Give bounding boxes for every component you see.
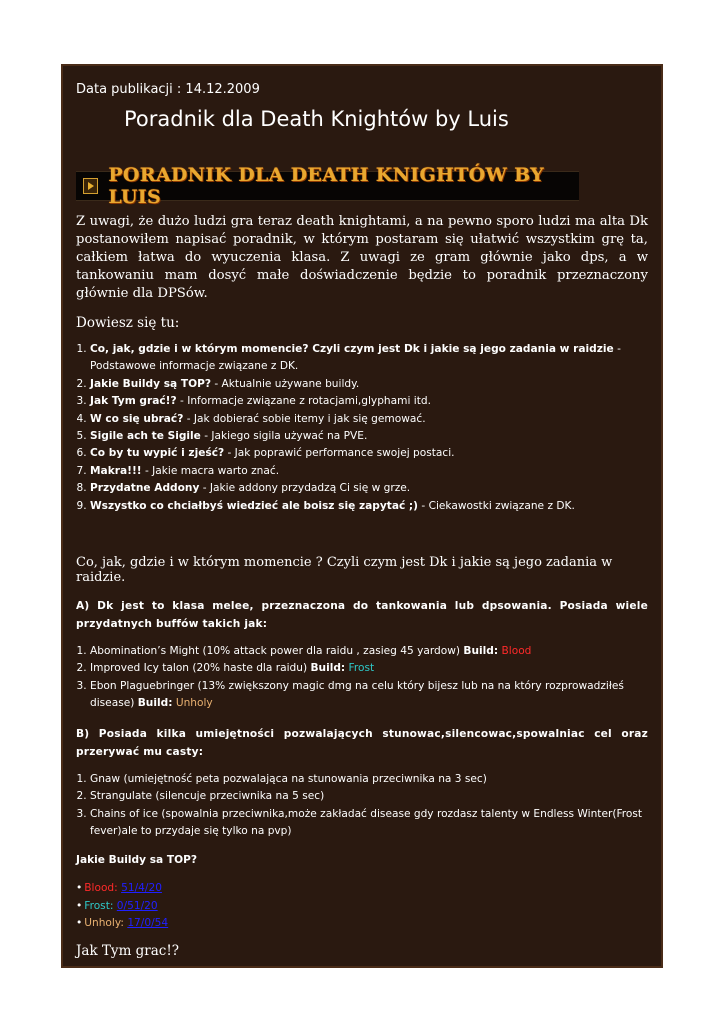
article-panel [61, 64, 663, 968]
toc-item [90, 376, 648, 393]
table-of-contents [76, 341, 648, 515]
build-name: Unholy [175, 697, 213, 710]
buff-item [90, 643, 648, 660]
toc-item-desc: - Jakie addony przydadzą Ci się w grze. [199, 482, 411, 495]
ability-item: 3. Chains of ice (spowalnia przeciwnika,może zakładać disease gdy rozdasz talenty w Endless Winter(Frost fever)ale to przydaje się tylko na pvp) [90, 806, 648, 841]
build-link-frost[interactable]: 0/51/20 [116, 899, 158, 912]
ability-item: 1. Gnaw (umiejętność peta pozwalająca na stunowania przeciwnika na 3 sec) [90, 771, 648, 788]
toc-item-title: Co by tu wypić i zjeść? [90, 447, 225, 460]
toc-heading: Dowiesz się tu: [76, 315, 180, 331]
build-link-unholy[interactable]: 17/0/54 [127, 917, 169, 930]
build-name: Blood [501, 645, 532, 658]
toc-item-desc: - Ciekawostki związane z DK. [418, 499, 575, 512]
toc-item-title: Makra!!! [90, 464, 142, 477]
buff-item [90, 660, 648, 677]
toc-item-desc: - Jak dobierać sobie itemy i jak się gemować. [183, 412, 426, 425]
toc-item [90, 445, 648, 462]
title-banner [76, 164, 579, 208]
toc-item [90, 498, 648, 515]
buff-text: Ebon Plaguebringer (13% zwiększony magic dmg na celu który bijesz lub na na który rozprowadziłeś disease) [90, 679, 624, 710]
toc-item [90, 480, 648, 497]
buff-text: Abomination’s Might (10% attack power dla raidu , zasieg 45 yardow) [90, 645, 464, 658]
build-item [76, 880, 648, 897]
build-label-blood: Blood: [84, 882, 118, 895]
toc-item [90, 411, 648, 428]
ability-item: 2. Strangulate (silencuje przeciwnika na 5 sec) [90, 788, 648, 805]
build-label: Build: [463, 645, 499, 658]
build-item [76, 915, 648, 932]
section-heading: Co, jak, gdzie i w którym momencie ? Czyli czym jest Dk i jakie są jego zadania w raidzie. [76, 555, 613, 586]
toc-item-desc: - Jak poprawić performance swojej postaci. [224, 447, 455, 460]
page-title: Poradnik dla Death Knightów by Luis [124, 107, 509, 131]
toc-item-title: Co, jak, gdzie i w którym momencie? Czyli czym jest Dk i jakie są jego zadania w raidzie [90, 343, 614, 355]
buff-list [76, 643, 648, 713]
buff-item [90, 678, 648, 713]
toc-item [90, 341, 648, 376]
toc-item-title: Jak Tym grać!? [90, 395, 177, 408]
section-paragraph-b: B) Posiada kilka umiejętności pozwalających stunowac,silencowac,spowalniac cel oraz przerywać mu casty: [76, 727, 648, 758]
toc-item-desc: - Jakiego sigila używać na PVE. [200, 430, 368, 443]
toc-item-desc: - Jakie macra warto znać. [141, 464, 280, 477]
build-label-unholy: Unholy: [84, 917, 124, 930]
intro-paragraph: Z uwagi, że dużo ludzi gra teraz death knightami, a na pewno sporo ludzi ma alta Dk postanowiłem napisać poradnik, w którym postaram się ułatwić wszystkim grę ta, całkiem łatwa do wyuczenia klasa. Z uwagi ze gram głównie jako dps, a w tankowaniu mam dosyć małe doświadczenie będzie to poradnik przeznaczony głównie dla DPSów. [76, 214, 648, 301]
toc-item-title: Jakie Buildy są TOP? [90, 377, 211, 390]
builds-heading: Jakie Buildy sa TOP? [76, 854, 197, 867]
build-name: Frost [348, 662, 375, 675]
build-label: Build: [137, 697, 173, 710]
toc-item-title: Przydatne Addony [90, 482, 200, 495]
publication-date: Data publikacji : 14.12.2009 [76, 82, 260, 97]
toc-item [90, 393, 648, 410]
buff-text: Improved Icy talon (20% haste dla raidu) [90, 662, 311, 675]
toc-item-title: Wszystko co chciałbyś wiedzieć ale boisz się zapytać ;) [90, 499, 419, 512]
build-link-blood[interactable]: 51/4/20 [121, 882, 162, 895]
toc-item [90, 463, 648, 480]
section-paragraph-a: A) Dk jest to klasa melee, przeznaczona do tankowania lub dpsowania. Posiada wiele przydatnych buffów takich jak: [76, 600, 648, 631]
ability-list [76, 771, 648, 841]
toc-item [90, 428, 648, 445]
build-item [76, 898, 648, 915]
builds-list [76, 880, 648, 932]
build-label: Build: [310, 662, 346, 675]
toc-item-desc: - Informacje związane z rotacjami,glyphami itd. [176, 395, 431, 408]
banner-title: PORADNIK DLA DEATH KNIGHTÓW BY LUIS [108, 164, 544, 208]
section-heading-gameplay: Jak Tym grac!? [76, 942, 180, 959]
toc-item-desc: - Aktualnie używane buildy. [210, 377, 360, 390]
play-arrow-icon [83, 178, 98, 194]
toc-item-desc: - Podstawowe informacje związane z DK. [90, 343, 621, 373]
toc-item-title: W co się ubrać? [90, 412, 184, 425]
build-label-frost: Frost: [84, 899, 114, 912]
toc-item-title: Sigile ach te Sigile [90, 430, 201, 443]
